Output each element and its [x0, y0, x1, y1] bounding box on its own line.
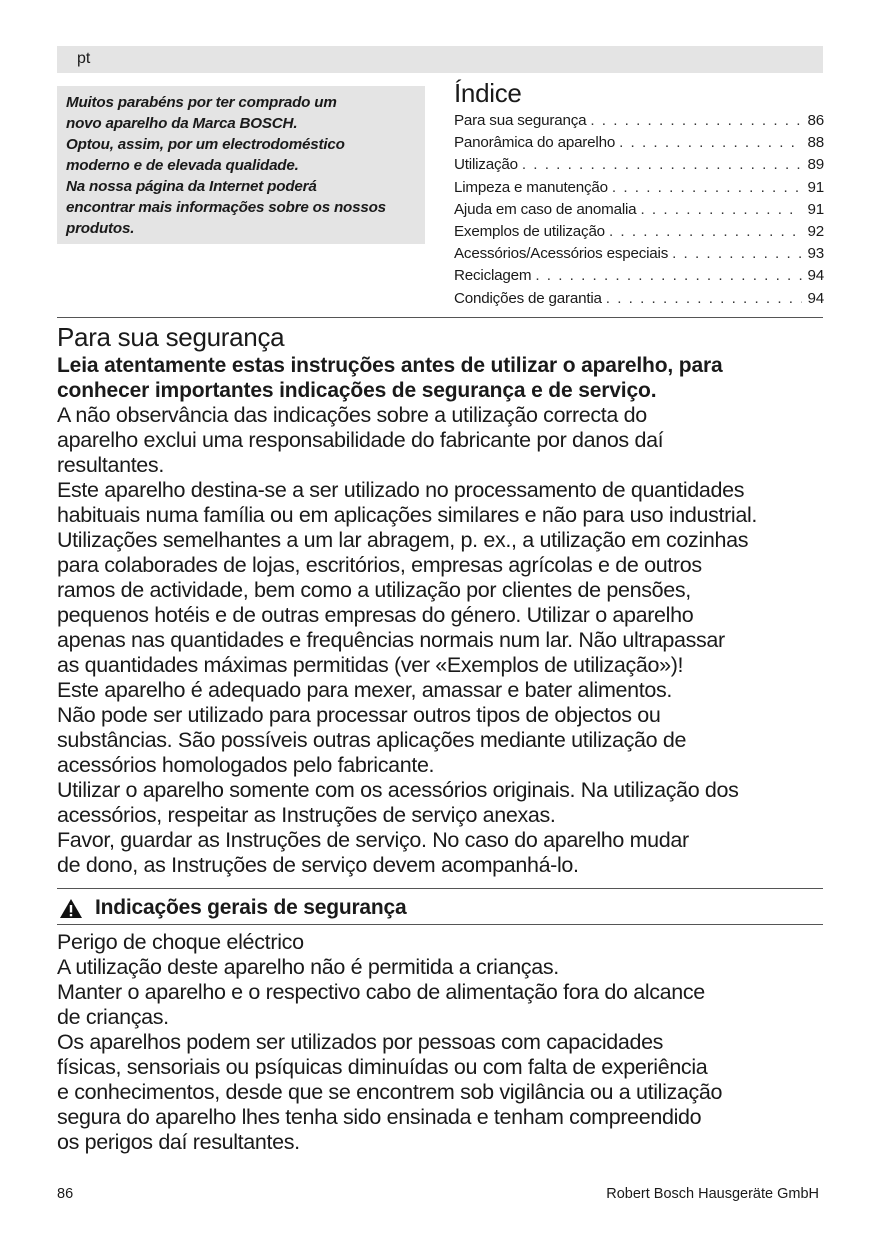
lead-line: Leia atentamente estas instruções antes de utilizar o aparelho, para	[57, 354, 723, 377]
intro-line: produtos.	[66, 220, 135, 237]
body-line: Não pode ser utilizado para processar outros tipos de objectos ou	[57, 703, 661, 727]
toc-entry-page: 91	[807, 200, 824, 218]
body-line: substâncias. São possíveis outras aplicações mediante utilização de	[57, 728, 687, 752]
toc-entry-page: 93	[807, 245, 824, 263]
toc-entry[interactable]	[454, 177, 824, 199]
toc-entry-title: Utilização	[454, 156, 518, 174]
body-line: A não observância das indicações sobre a utilização correcta do	[57, 403, 647, 427]
general-safety-title: Indicações gerais de segurança	[95, 896, 407, 919]
electric-shock-title: Perigo de choque eléctrico	[57, 930, 304, 954]
intro-line: Optou, assim, por um electrodoméstico	[66, 136, 345, 153]
intro-text	[66, 92, 417, 239]
toc-entry-title: Reciclagem	[454, 267, 532, 285]
body-line: A utilização deste aparelho não é permitida a crianças.	[57, 955, 559, 979]
table-of-contents	[454, 77, 824, 310]
toc-dot-leader	[615, 132, 802, 154]
body-line: Utilizações semelhantes a um lar abragem, p. ex., a utilização em cozinhas	[57, 528, 749, 552]
safety-title: Para sua segurança	[57, 322, 285, 352]
body-line: Este aparelho é adequado para mexer, amassar e bater alimentos.	[57, 678, 672, 702]
body-line: segura do aparelho lhes tenha sido ensinada e tenham compreendido	[57, 1105, 702, 1129]
toc-entry[interactable]	[454, 221, 824, 243]
toc-title: Índice	[454, 78, 522, 108]
body-line: habituais numa família ou em aplicações similares e não para uso industrial.	[57, 503, 758, 527]
toc-entry[interactable]	[454, 265, 824, 287]
body-line: ramos de actividade, bem como a utilização por clientes de pensões,	[57, 578, 691, 602]
toc-dot-leader	[636, 199, 802, 221]
body-line: apenas nas quantidades e frequências normais num lar. Não ultrapassar	[57, 628, 725, 652]
intro-line: Muitos parabéns por ter comprado um	[66, 94, 337, 111]
body-line: as quantidades máximas permitidas (ver «Exemplos de utilização»)!	[57, 653, 684, 677]
intro-box	[57, 86, 425, 244]
lead-line: conhecer importantes indicações de segurança e de serviço.	[57, 379, 657, 402]
electric-shock-body	[57, 955, 832, 1155]
body-line: resultantes.	[57, 453, 164, 477]
body-line: Os aparelhos podem ser utilizados por pessoas com capacidades	[57, 1030, 664, 1054]
toc-entry-page: 94	[807, 267, 824, 285]
body-line: aparelho exclui uma responsabilidade do fabricante por danos daí	[57, 428, 664, 452]
toc-entry-title: Exemplos de utilização	[454, 223, 605, 241]
toc-entry-page: 92	[807, 223, 824, 241]
toc-entry-title: Limpeza e manutenção	[454, 178, 608, 196]
toc-entry-page: 89	[807, 156, 824, 174]
toc-dot-leader	[586, 110, 802, 132]
body-line: Este aparelho destina-se a ser utilizado no processamento de quantidades	[57, 478, 745, 502]
toc-entry-page: 86	[807, 112, 824, 129]
safety-lead	[57, 353, 832, 403]
language-bar	[57, 46, 823, 73]
body-line: Favor, guardar as Instruções de serviço. No caso do aparelho mudar	[57, 828, 689, 852]
toc-entry[interactable]	[454, 288, 824, 310]
safety-section	[57, 322, 832, 878]
section-divider	[57, 924, 823, 925]
toc-entry-page: 91	[807, 178, 824, 196]
toc-entry-title: Ajuda em caso de anomalia	[454, 200, 637, 218]
language-code: pt	[77, 50, 91, 67]
toc-entry[interactable]	[454, 154, 824, 176]
toc-entry-title: Para sua segurança	[454, 112, 587, 129]
body-line: acessórios, respeitar as Instruções de serviço anexas.	[57, 803, 556, 827]
company-name: Robert Bosch Hausgeräte GmbH	[606, 1186, 819, 1202]
body-line: Utilizar o aparelho somente com os acessórios originais. Na utilização dos	[57, 778, 739, 802]
toc-dot-leader	[668, 243, 802, 265]
toc-dot-leader	[518, 154, 802, 176]
toc-entry[interactable]	[454, 243, 824, 265]
toc-entry-page: 88	[807, 134, 824, 152]
body-line: e conhecimentos, desde que se encontrem sob vigilância ou a utilização	[57, 1080, 723, 1104]
toc-dot-leader	[602, 288, 802, 310]
toc-entry[interactable]	[454, 110, 824, 132]
body-line: Manter o aparelho e o respectivo cabo de alimentação fora do alcance	[57, 980, 705, 1004]
section-divider	[57, 317, 823, 318]
body-line: de crianças.	[57, 1005, 169, 1029]
section-divider	[57, 888, 823, 889]
toc-list	[454, 110, 824, 310]
body-line: pequenos hotéis e de outras empresas do género. Utilizar o aparelho	[57, 603, 694, 627]
body-line: para colaborades de lojas, escritórios, empresas agrícolas e de outros	[57, 553, 702, 577]
toc-dot-leader	[531, 265, 802, 287]
intro-line: Na nossa página da Internet poderá	[66, 178, 317, 195]
body-line: os perigos daí resultantes.	[57, 1130, 300, 1154]
body-line: acessórios homologados pelo fabricante.	[57, 753, 435, 777]
warning-triangle-icon	[59, 898, 83, 919]
toc-entry[interactable]	[454, 199, 824, 221]
page-number: 86	[57, 1186, 74, 1202]
intro-line: encontrar mais informações sobre os nossos	[66, 199, 386, 216]
toc-entry-title: Acessórios/Acessórios especiais	[454, 245, 669, 263]
toc-entry-title: Panorâmica do aparelho	[454, 134, 616, 152]
safety-body	[57, 403, 832, 878]
body-line: físicas, sensoriais ou psíquicas diminuídas ou com falta de experiência	[57, 1055, 708, 1079]
intro-line: novo aparelho da Marca BOSCH.	[66, 115, 298, 132]
toc-entry-title: Condições de garantia	[454, 289, 602, 307]
toc-dot-leader	[605, 221, 802, 243]
body-line: de dono, as Instruções de serviço devem acompanhá-lo.	[57, 853, 579, 877]
toc-entry-page: 94	[807, 289, 824, 307]
intro-line: moderno e de elevada qualidade.	[66, 157, 299, 174]
electric-shock-section	[57, 930, 832, 1155]
toc-entry[interactable]	[454, 132, 824, 154]
toc-dot-leader	[608, 177, 802, 199]
general-safety-heading	[57, 893, 823, 923]
